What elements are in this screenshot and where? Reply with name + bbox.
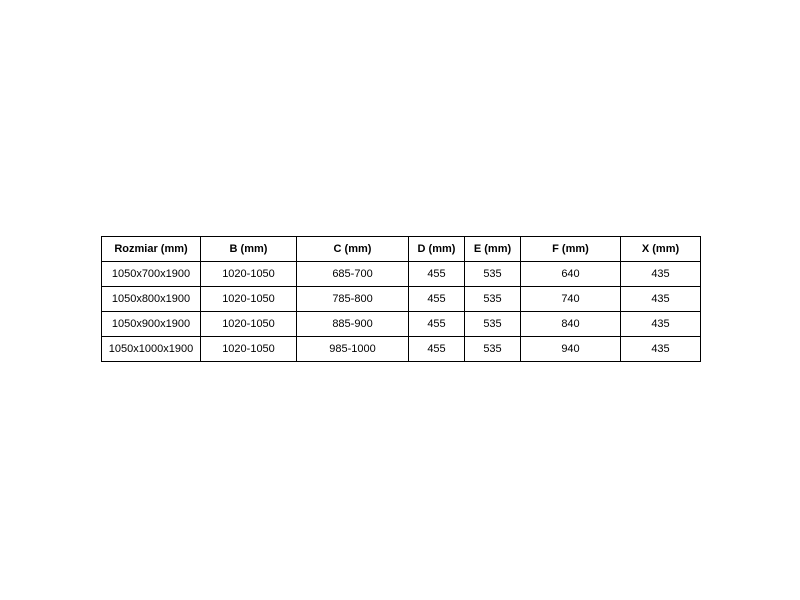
column-header-f: F (mm) [521,237,621,262]
column-header-c: C (mm) [297,237,409,262]
cell-b: 1020-1050 [201,262,297,287]
cell-c: 985-1000 [297,337,409,362]
cell-x: 435 [621,337,701,362]
cell-e: 535 [465,337,521,362]
cell-f: 840 [521,312,621,337]
column-header-rozmiar: Rozmiar (mm) [102,237,201,262]
cell-b: 1020-1050 [201,337,297,362]
cell-b: 1020-1050 [201,287,297,312]
table-row [102,337,701,362]
table-row [102,262,701,287]
cell-x: 435 [621,262,701,287]
table-row [102,312,701,337]
cell-rozmiar: 1050x1000x1900 [102,337,201,362]
cell-f: 740 [521,287,621,312]
cell-d: 455 [409,287,465,312]
cell-f: 640 [521,262,621,287]
table-row [102,287,701,312]
cell-rozmiar: 1050x700x1900 [102,262,201,287]
dimensions-table [101,236,701,362]
cell-d: 455 [409,312,465,337]
column-header-x: X (mm) [621,237,701,262]
cell-c: 885-900 [297,312,409,337]
cell-rozmiar: 1050x900x1900 [102,312,201,337]
cell-rozmiar: 1050x800x1900 [102,287,201,312]
cell-c: 685-700 [297,262,409,287]
cell-d: 455 [409,337,465,362]
cell-e: 535 [465,287,521,312]
cell-e: 535 [465,262,521,287]
cell-b: 1020-1050 [201,312,297,337]
cell-x: 435 [621,312,701,337]
cell-e: 535 [465,312,521,337]
column-header-b: B (mm) [201,237,297,262]
cell-c: 785-800 [297,287,409,312]
cell-f: 940 [521,337,621,362]
table-header-row [102,237,701,262]
cell-x: 435 [621,287,701,312]
column-header-e: E (mm) [465,237,521,262]
cell-d: 455 [409,262,465,287]
column-header-d: D (mm) [409,237,465,262]
